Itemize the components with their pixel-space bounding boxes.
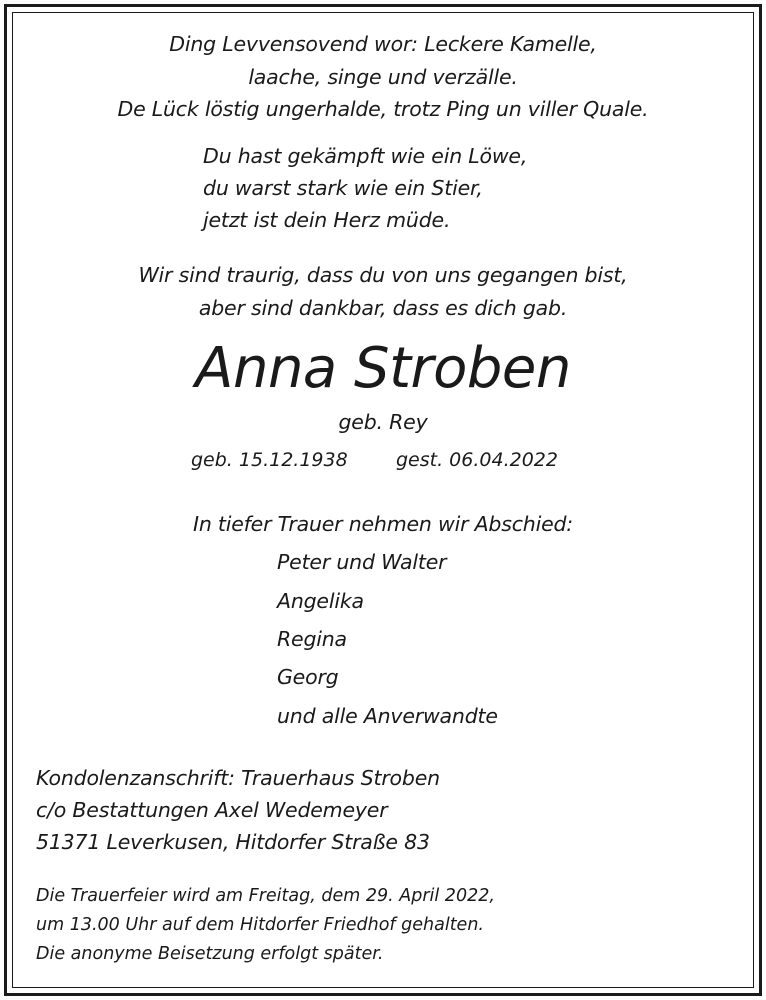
poem1-line-2: laache, singe und verzälle. xyxy=(248,65,518,89)
mourner-2: Angelika xyxy=(277,589,364,613)
mourner-3: Regina xyxy=(277,627,347,651)
poem2-line-1: Du hast gekämpft wie ein Löwe, xyxy=(203,144,528,168)
poem3-line-2: aber sind dankbar, dass es dich gab. xyxy=(198,296,568,320)
poem1-line-1: Ding Levvensovend wor: Leckere Kamelle, xyxy=(169,32,597,56)
condolence-line-2: c/o Bestattungen Axel Wedemeyer xyxy=(36,798,388,822)
funeral-line-3: Die anonyme Beisetzung erfolgt später. xyxy=(36,944,384,964)
birth-date: geb. 15.12.1938 xyxy=(191,449,348,471)
poem2-line-2: du warst stark wie ein Stier, xyxy=(203,176,483,200)
death-date: gest. 06.04.2022 xyxy=(396,449,558,471)
mourner-5: und alle Anverwandte xyxy=(277,704,498,728)
mourner-4: Georg xyxy=(277,665,339,689)
poem2-line-3: jetzt ist dein Herz müde. xyxy=(203,208,451,232)
condolence-line-1: Kondolenzanschrift: Trauerhaus Stroben xyxy=(36,766,440,790)
condolence-line-3: 51371 Leverkusen, Hitdorfer Straße 83 xyxy=(36,830,430,854)
mourners-intro: In tiefer Trauer nehmen wir Abschied: xyxy=(192,512,574,536)
deceased-name: Anna Stroben xyxy=(195,336,571,401)
maiden-name: geb. Rey xyxy=(338,410,428,434)
funeral-line-2: um 13.00 Uhr auf dem Hitdorfer Friedhof gehalten. xyxy=(36,915,484,935)
poem3-line-1: Wir sind traurig, dass du von uns gegangen bist, xyxy=(138,263,628,287)
funeral-line-1: Die Trauerfeier wird am Freitag, dem 29. April 2022, xyxy=(36,886,495,906)
poem1-line-3: De Lück löstig ungerhalde, trotz Ping un viller Quale. xyxy=(117,97,649,121)
mourner-1: Peter und Walter xyxy=(277,550,447,574)
